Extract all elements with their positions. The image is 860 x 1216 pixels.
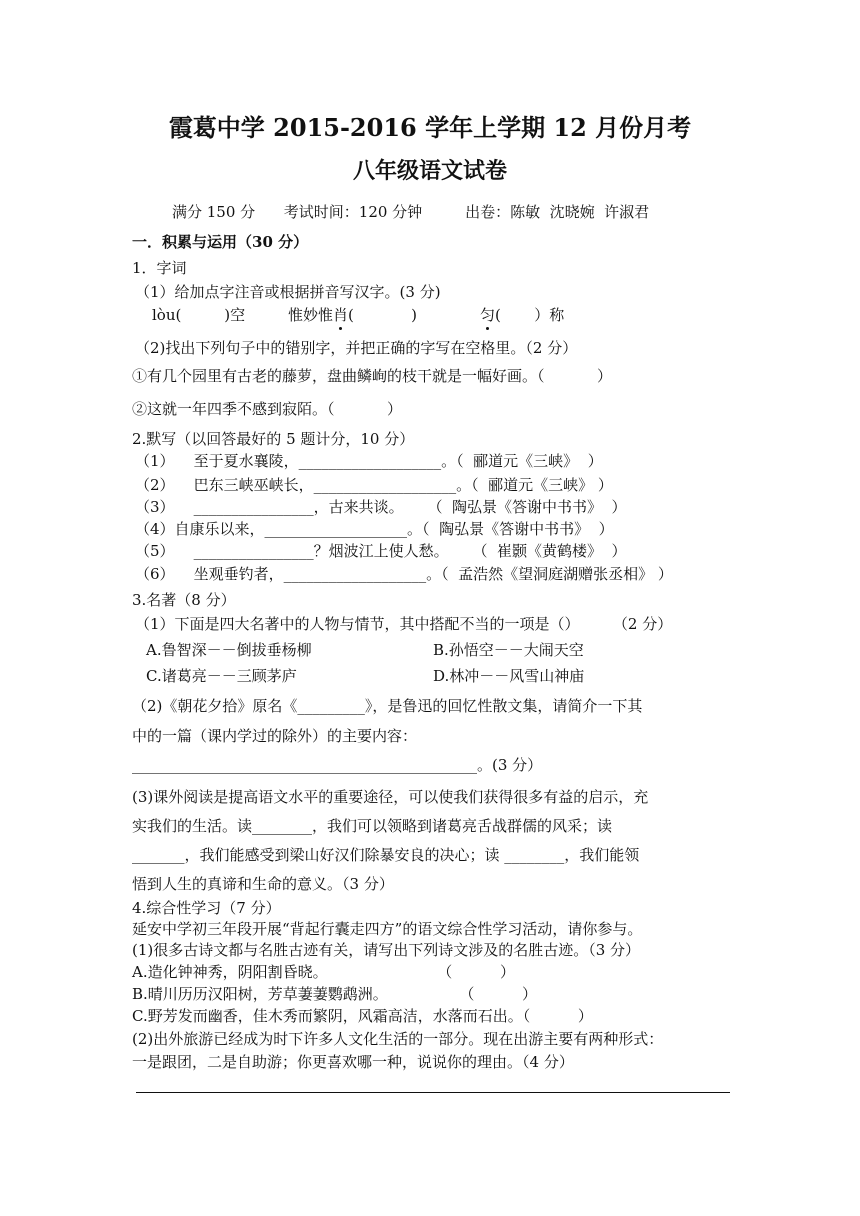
q1-item-a: lòu( )空 bbox=[152, 306, 246, 324]
q4-option-a: A.造化钟神秀，阴阳割昏晓。 （ ） bbox=[132, 963, 515, 981]
q1-item-c-dotted-char: 匀 bbox=[480, 306, 496, 324]
q3-part2-line2: 中的一篇（课内学过的除外）的主要内容： bbox=[132, 727, 418, 745]
q3-part3-line2: 实我们的生活。读________，我们可以领略到诸葛亮舌战群儒的风采；读 bbox=[132, 817, 613, 835]
q3-option-b: B.孙悟空－－大闹天空 bbox=[433, 641, 584, 659]
q3-option-a: A.鲁智深－－倒拔垂杨柳 bbox=[146, 641, 312, 659]
q2-item: （3） ________________，古来共谈。 （ 陶弘景《答谢中书书》 ） bbox=[135, 498, 627, 516]
q3-part3-line3: _______，我们能感受到梁山好汉们除暴安良的决心；读 ________，我们能领 bbox=[132, 846, 640, 864]
q1-label: 1．字词 bbox=[132, 259, 187, 277]
q4-option-b: B.晴川历历汉阳树，芳草萋萋鹦鹉洲。 （ ） bbox=[132, 985, 537, 1003]
q4-label: 4.综合性学习（7 分） bbox=[132, 899, 281, 917]
q3-option-d: D.林冲－－风雪山神庙 bbox=[433, 667, 585, 685]
q2-item: （6） 坐观垂钓者，___________________。（ 孟浩然《望洞庭湖赠张丞相》 ） bbox=[135, 565, 673, 583]
q3-part1: （1）下面是四大名著中的人物与情节，其中搭配不当的一项是（） （2 分） bbox=[135, 615, 673, 633]
q2-label: 2.默写（以回答最好的 5 题计分，10 分） bbox=[132, 430, 415, 448]
q1-item-b-blank: ( ) bbox=[348, 306, 417, 324]
q1-part1: （1）给加点字注音或根据拼音写汉字。(3 分) bbox=[135, 283, 441, 301]
section-heading: 一．积累与运用（30 分） bbox=[132, 233, 309, 251]
exam-info: 满分 150 分 考试时间：120 分钟 出卷：陈敏 沈晓婉 许淑君 bbox=[172, 203, 650, 221]
q2-item: （5） ________________？烟波江上使人愁。 （ 崔颢《黄鹤楼》 ） bbox=[135, 542, 627, 560]
q3-option-c: C.诸葛亮－－三顾茅庐 bbox=[146, 667, 297, 685]
q1-item-c bbox=[480, 305, 564, 325]
q3-part2-line3: ______________________________________________。(3 分） bbox=[132, 756, 543, 774]
q3-label: 3.名著（8 分） bbox=[132, 591, 236, 609]
q4-part2-line1: (2)出外旅游已经成为时下许多人文化生活的一部分。现在出游主要有两种形式： bbox=[132, 1030, 664, 1048]
q2-item: （1） 至于夏水襄陵，___________________。（ 郦道元《三峡》 ） bbox=[135, 452, 603, 470]
q4-part1: (1)很多古诗文都与名胜古迹有关，请写出下列诗文涉及的名胜古迹。（3 分） bbox=[132, 941, 641, 959]
q1-item-c-blank: ( ）称 bbox=[495, 306, 565, 324]
exam-title: 霞葛中学 2015-2016 学年上学期 12 月份月考 bbox=[168, 113, 692, 142]
q4-intro: 延安中学初三年段开展“背起行囊走四方”的语文综合性学习活动，请你参与。 bbox=[132, 920, 643, 938]
q1-sentence-1: ①有几个园里有古老的藤萝，盘曲鳞峋的枝干就是一幅好画。（ ） bbox=[132, 367, 612, 385]
q4-option-c: C.野芳发而幽香，佳木秀而繁阴，风霜高洁，水落而石出。（ ） bbox=[132, 1007, 593, 1025]
q4-part2-line2: 一是跟团，二是自助游；你更喜欢哪一种，说说你的理由。（4 分） bbox=[132, 1053, 574, 1071]
exam-subtitle: 八年级语文试卷 bbox=[352, 158, 507, 184]
q2-item: （2） 巴东三峡巫峡长，___________________。（ 郦道元《三峡》 ） bbox=[135, 476, 613, 494]
q1-sentence-2: ②这就一年四季不感到寂陌。（ ） bbox=[132, 400, 402, 418]
q1-part2: （2)找出下列句子中的错别字，并把正确的字写在空格里。（2 分） bbox=[135, 339, 578, 357]
q3-part3-line4: 悟到人生的真谛和生命的意义。（3 分） bbox=[132, 875, 394, 893]
q1-item-b-dotted-char: 肖 bbox=[333, 306, 349, 324]
q1-item-b-prefix: 惟妙惟 bbox=[288, 306, 334, 324]
q3-part3-line1: (3)课外阅读是提高语文水平的重要途径，可以使我们获得很多有益的启示，充 bbox=[132, 788, 649, 806]
answer-line bbox=[136, 1092, 730, 1093]
q1-item-b bbox=[288, 305, 417, 325]
q3-part2-line1: （2)《朝花夕拾》原名《_________》，是鲁迅的回忆性散文集，请简介一下其 bbox=[132, 697, 643, 715]
q2-item: （4）自康乐以来，___________________。（ 陶弘景《答谢中书书》 ） bbox=[135, 520, 614, 538]
